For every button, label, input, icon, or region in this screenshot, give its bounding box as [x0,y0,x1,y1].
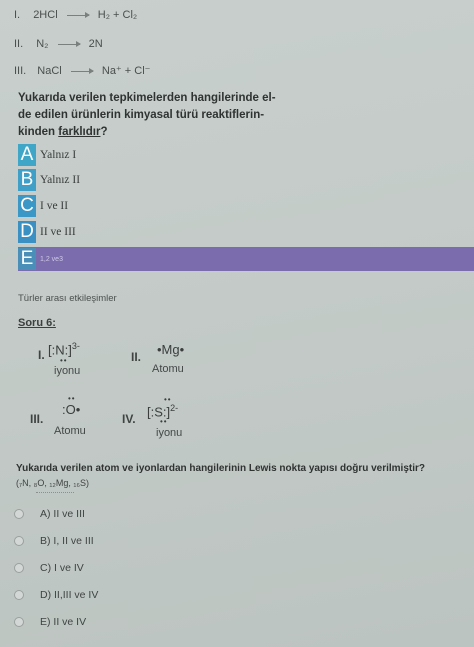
option-text: I ve II [40,200,69,212]
option-b[interactable] [18,169,458,191]
option-text: II ve III [40,226,76,238]
option-letter: A [18,144,36,166]
lewis-caption: Atomu [152,363,184,375]
dotted-underline [36,492,74,493]
lone-pair-dots: •• [164,395,172,404]
option-text: Yalnız II [40,174,81,186]
option-letter: B [18,169,36,191]
answer-choice-d[interactable] [14,589,98,601]
question-1-text [18,90,458,141]
option-letter: C [18,195,36,217]
arrow-icon [71,71,93,72]
option-letter: D [18,221,36,243]
option-text: Yalnız I [40,149,77,161]
choice-label: B) I, II ve III [40,535,94,547]
question-text: ? [100,126,108,138]
question-line [18,124,458,141]
atomic-numbers: (₇N, ₈O, ₁₂Mg, ₁₆S) [16,478,90,488]
lewis-structure-o: :O• [62,402,81,417]
item-number: I. [38,348,45,362]
lewis-structure-n [48,341,80,357]
option-c[interactable] [18,195,458,217]
product: H₂ + Cl₂ [97,9,138,21]
reaction-number: II. [14,38,24,50]
radio-button[interactable] [14,509,24,519]
product: Na⁺ + Cl⁻ [101,65,151,77]
option-a[interactable] [18,144,458,166]
item-number: II. [131,350,142,364]
question-2-text: Yukarıda verilen atom ve iyonlardan hangilerinin Lewis nokta yapısı doğru verilmiştir? [16,463,426,474]
answer-choice-b[interactable] [14,535,94,547]
choice-label: C) I ve IV [40,562,84,574]
reaction-number: I. [14,9,21,21]
question-line: de edilen ürünlerin kimyasal türü reaktiflerin- [18,109,265,121]
lone-pair-dots: •• [160,417,168,426]
lewis-formula: [:N:] [48,342,72,358]
answer-choice-e[interactable] [14,616,86,628]
lone-pair-dots: •• [60,356,68,365]
lewis-caption: iyonu [156,427,183,439]
radio-button[interactable] [14,536,24,546]
ion-charge: 3- [71,341,80,351]
lewis-structure-mg: •Mg• [157,342,185,357]
reaction-3 [14,64,150,77]
reaction-number: III. [14,65,27,77]
option-e[interactable] [18,248,458,270]
question-label: Soru 6: [18,317,56,329]
choice-label: A) II ve III [40,508,85,520]
underlined-word: farklıdır [58,126,101,138]
question-line: Yukarıda verilen tepkimelerden hangilerinde el- [18,92,276,104]
option-text: 1,2 ve3 [40,255,63,263]
radio-button[interactable] [14,590,24,600]
reactant: NaCl [37,65,62,77]
radio-button[interactable] [14,563,24,573]
arrow-icon [58,44,80,45]
reaction-1 [14,9,137,21]
choice-label: E) II ve IV [40,616,87,628]
ion-charge: 2- [170,403,179,413]
option-d[interactable] [18,221,458,243]
lewis-caption: iyonu [54,365,81,377]
reactant: N₂ [36,38,49,50]
item-number: IV. [122,412,136,426]
lewis-formula: [:S:] [147,404,171,420]
arrow-icon [67,15,89,16]
product: 2N [88,38,103,50]
lewis-caption: Atomu [54,425,86,437]
radio-button[interactable] [14,617,24,627]
lone-pair-dots: •• [68,394,76,403]
answer-choice-a[interactable] [14,508,85,520]
reactant: 2HCl [33,9,58,21]
section-title: Türler arası etkileşimler [18,293,117,304]
answer-choice-c[interactable] [14,562,84,574]
option-letter: E [18,248,36,270]
question-text: kinden [18,126,59,138]
choice-label: D) II,III ve IV [40,589,99,601]
reaction-2 [14,38,103,50]
item-number: III. [30,412,44,426]
